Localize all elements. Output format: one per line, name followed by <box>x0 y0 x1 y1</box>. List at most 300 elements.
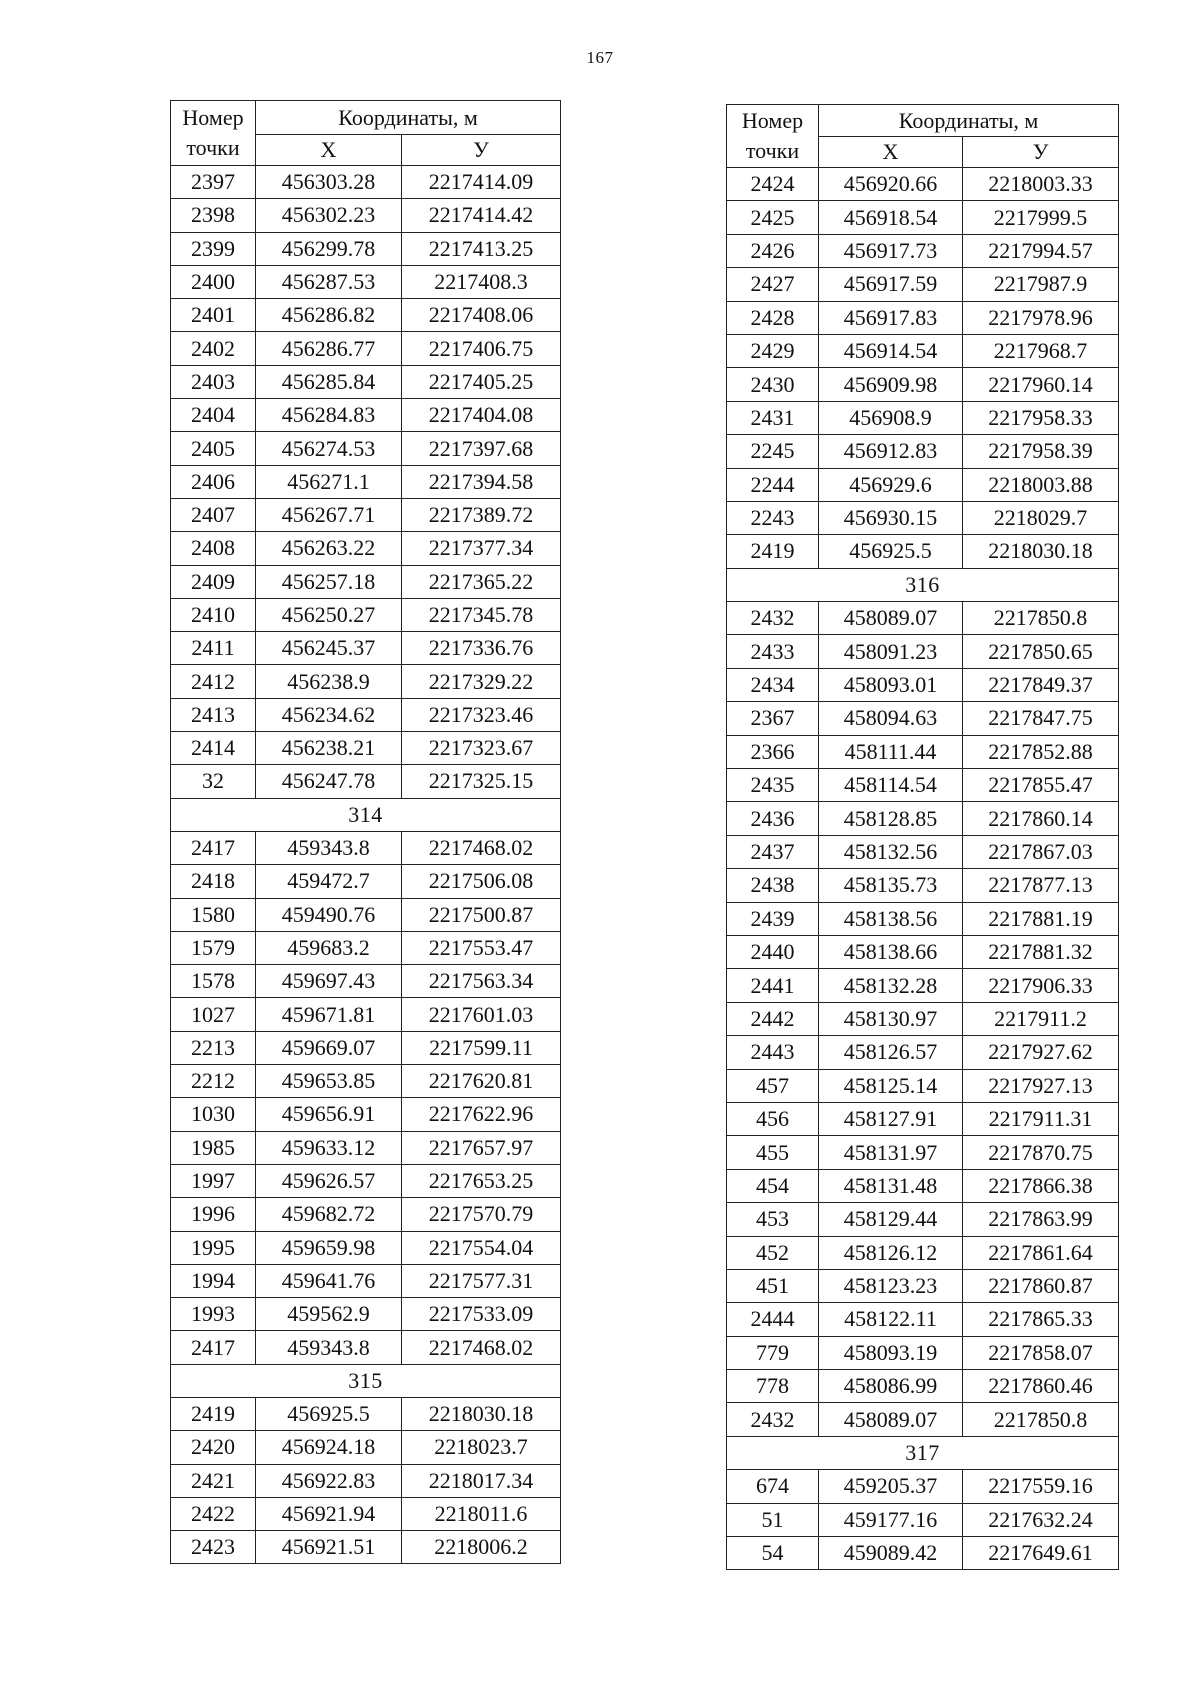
point-number-cell: 2410 <box>171 598 256 631</box>
y-coordinate-cell: 2217622.96 <box>402 1098 561 1131</box>
x-coordinate-cell: 456299.78 <box>256 232 402 265</box>
section-label: 314 <box>171 798 561 831</box>
point-number-cell: 2440 <box>727 935 819 968</box>
x-coordinate-cell: 456908.9 <box>819 401 963 434</box>
y-coordinate-cell: 2217911.31 <box>963 1102 1119 1135</box>
table-row <box>171 1264 561 1297</box>
table-row <box>171 1131 561 1164</box>
x-coordinate-cell: 456909.98 <box>819 368 963 401</box>
table-row <box>727 1370 1119 1403</box>
table-row <box>727 535 1119 568</box>
table-row <box>727 802 1119 835</box>
table-row <box>727 1169 1119 1202</box>
table-row <box>171 898 561 931</box>
y-coordinate-cell: 2217506.08 <box>402 865 561 898</box>
y-coordinate-cell: 2217861.64 <box>963 1236 1119 1269</box>
y-coordinate-cell: 2217408.3 <box>402 265 561 298</box>
table-row <box>727 501 1119 534</box>
point-number-cell: 2423 <box>171 1531 256 1564</box>
point-number-cell: 54 <box>727 1537 819 1570</box>
y-coordinate-cell: 2217865.33 <box>963 1303 1119 1336</box>
x-coordinate-cell: 459343.8 <box>256 831 402 864</box>
point-number-cell: 2397 <box>171 166 256 199</box>
x-coordinate-cell: 456287.53 <box>256 265 402 298</box>
table-row <box>171 1164 561 1197</box>
table-row <box>171 332 561 365</box>
table-row <box>727 401 1119 434</box>
y-coordinate-cell: 2217881.32 <box>963 935 1119 968</box>
x-coordinate-cell: 456247.78 <box>256 765 402 798</box>
coordinates-header: Координаты, м <box>256 101 561 135</box>
x-coordinate-cell: 456921.94 <box>256 1497 402 1530</box>
x-coordinate-cell: 459562.9 <box>256 1298 402 1331</box>
y-coordinate-cell: 2217927.62 <box>963 1036 1119 1069</box>
y-coordinate-cell: 2217468.02 <box>402 831 561 864</box>
table-row <box>727 902 1119 935</box>
x-coordinate-cell: 458138.56 <box>819 902 963 935</box>
point-number-header: Номер точки <box>727 105 819 168</box>
table-row <box>727 334 1119 367</box>
x-coordinate-cell: 458132.28 <box>819 969 963 1002</box>
y-coordinate-cell: 2217601.03 <box>402 998 561 1031</box>
x-coordinate-cell: 459089.42 <box>819 1537 963 1570</box>
point-number-cell: 51 <box>727 1503 819 1536</box>
table-row <box>727 368 1119 401</box>
y-coordinate-cell: 2217858.07 <box>963 1336 1119 1369</box>
y-coordinate-cell: 2218017.34 <box>402 1464 561 1497</box>
point-number-cell: 2431 <box>727 401 819 434</box>
y-coordinate-cell: 2217554.04 <box>402 1231 561 1264</box>
table-row <box>727 635 1119 668</box>
y-coordinate-cell: 2217323.46 <box>402 698 561 731</box>
point-number-header: Номер точки <box>171 101 256 166</box>
x-coordinate-cell: 456238.21 <box>256 732 402 765</box>
table-row <box>727 1203 1119 1236</box>
table-row <box>171 931 561 964</box>
point-number-cell: 2408 <box>171 532 256 565</box>
coordinates-table-left <box>170 100 561 1564</box>
x-coordinate-cell: 456921.51 <box>256 1531 402 1564</box>
x-coordinate-cell: 459472.7 <box>256 865 402 898</box>
point-number-cell: 2213 <box>171 1031 256 1064</box>
x-coordinate-cell: 459669.07 <box>256 1031 402 1064</box>
table-row <box>727 234 1119 267</box>
table-row <box>171 432 561 465</box>
table-row <box>727 1102 1119 1135</box>
x-coordinate-cell: 458114.54 <box>819 769 963 802</box>
page-number: 167 <box>586 48 614 67</box>
y-coordinate-cell: 2217870.75 <box>963 1136 1119 1169</box>
table-row <box>727 1136 1119 1169</box>
table-row <box>727 1470 1119 1503</box>
table-row <box>727 668 1119 701</box>
point-number-cell: 2399 <box>171 232 256 265</box>
point-number-cell: 2401 <box>171 299 256 332</box>
section-row <box>727 1436 1119 1469</box>
point-number-cell: 2403 <box>171 365 256 398</box>
point-number-cell: 452 <box>727 1236 819 1269</box>
table-row <box>171 965 561 998</box>
point-number-cell: 2421 <box>171 1464 256 1497</box>
point-number-cell: 2417 <box>171 831 256 864</box>
point-number-cell: 453 <box>727 1203 819 1236</box>
x-coordinate-cell: 458131.48 <box>819 1169 963 1202</box>
y-coordinate-cell: 2217345.78 <box>402 598 561 631</box>
table-row <box>727 1403 1119 1436</box>
x-coordinate-cell: 459626.57 <box>256 1164 402 1197</box>
y-coordinate-cell: 2217649.61 <box>963 1537 1119 1570</box>
x-coordinate-cell: 456267.71 <box>256 498 402 531</box>
y-coordinate-cell: 2217533.09 <box>402 1298 561 1331</box>
section-label: 316 <box>727 568 1119 601</box>
table-row <box>171 365 561 398</box>
table-row <box>727 602 1119 635</box>
table-row <box>727 969 1119 1002</box>
y-coordinate-cell: 2217563.34 <box>402 965 561 998</box>
x-coordinate-cell: 459697.43 <box>256 965 402 998</box>
table-row <box>171 1031 561 1064</box>
point-number-cell: 456 <box>727 1102 819 1135</box>
x-coordinate-cell: 459343.8 <box>256 1331 402 1364</box>
x-coordinate-cell: 459683.2 <box>256 931 402 964</box>
point-number-cell: 2425 <box>727 201 819 234</box>
y-coordinate-cell: 2217927.13 <box>963 1069 1119 1102</box>
table-row <box>171 1397 561 1430</box>
x-coordinate-cell: 456250.27 <box>256 598 402 631</box>
x-coordinate-cell: 458111.44 <box>819 735 963 768</box>
table-row <box>171 1431 561 1464</box>
point-number-cell: 2427 <box>727 268 819 301</box>
x-coordinate-cell: 459653.85 <box>256 1065 402 1098</box>
table-row <box>171 498 561 531</box>
x-coordinate-cell: 459656.91 <box>256 1098 402 1131</box>
point-number-cell: 2424 <box>727 168 819 201</box>
x-coordinate-cell: 456257.18 <box>256 565 402 598</box>
point-number-cell: 1030 <box>171 1098 256 1131</box>
point-number-cell: 1580 <box>171 898 256 931</box>
x-coordinate-cell: 456912.83 <box>819 435 963 468</box>
x-coordinate-cell: 456917.59 <box>819 268 963 301</box>
coordinates-header: Координаты, м <box>819 105 1119 137</box>
x-coordinate-cell: 459671.81 <box>256 998 402 1031</box>
x-coordinate-cell: 458086.99 <box>819 1370 963 1403</box>
x-coordinate-cell: 456924.18 <box>256 1431 402 1464</box>
table-row <box>171 465 561 498</box>
table-row <box>727 869 1119 902</box>
y-coordinate-cell: 2217987.9 <box>963 268 1119 301</box>
x-column-header: X <box>819 137 963 168</box>
x-coordinate-cell: 458126.57 <box>819 1036 963 1069</box>
point-number-cell: 2398 <box>171 199 256 232</box>
x-coordinate-cell: 456929.6 <box>819 468 963 501</box>
point-number-cell: 2412 <box>171 665 256 698</box>
x-coordinate-cell: 456925.5 <box>256 1397 402 1430</box>
table-row <box>727 702 1119 735</box>
point-number-cell: 2400 <box>171 265 256 298</box>
y-coordinate-cell: 2217968.7 <box>963 334 1119 367</box>
section-label: 315 <box>171 1364 561 1397</box>
point-number-cell: 1994 <box>171 1264 256 1297</box>
table-row <box>727 201 1119 234</box>
y-coordinate-cell: 2218030.18 <box>963 535 1119 568</box>
x-coordinate-cell: 459490.76 <box>256 898 402 931</box>
y-coordinate-cell: 2217413.25 <box>402 232 561 265</box>
table-row <box>171 199 561 232</box>
y-coordinate-cell: 2217414.42 <box>402 199 561 232</box>
table-row <box>171 265 561 298</box>
x-coordinate-cell: 456274.53 <box>256 432 402 465</box>
point-number-cell: 2432 <box>727 602 819 635</box>
point-number-cell: 2438 <box>727 869 819 902</box>
y-coordinate-cell: 2217389.72 <box>402 498 561 531</box>
table-row <box>727 1303 1119 1336</box>
point-number-cell: 2244 <box>727 468 819 501</box>
y-coordinate-cell: 2218011.6 <box>402 1497 561 1530</box>
x-coordinate-cell: 458130.97 <box>819 1002 963 1035</box>
y-coordinate-cell: 2217553.47 <box>402 931 561 964</box>
y-coordinate-cell: 2217377.34 <box>402 532 561 565</box>
x-coordinate-cell: 456285.84 <box>256 365 402 398</box>
point-number-cell: 2402 <box>171 332 256 365</box>
table-row <box>171 1065 561 1098</box>
x-coordinate-cell: 458126.12 <box>819 1236 963 1269</box>
point-number-cell: 1579 <box>171 931 256 964</box>
y-coordinate-cell: 2217397.68 <box>402 432 561 465</box>
point-number-cell: 674 <box>727 1470 819 1503</box>
point-number-cell: 2426 <box>727 234 819 267</box>
table-row <box>171 1198 561 1231</box>
point-number-cell: 2437 <box>727 835 819 868</box>
table-row <box>727 1269 1119 1302</box>
section-row <box>171 798 561 831</box>
point-number-cell: 2442 <box>727 1002 819 1035</box>
point-number-cell: 2419 <box>171 1397 256 1430</box>
y-coordinate-cell: 2217394.58 <box>402 465 561 498</box>
y-coordinate-cell: 2217958.39 <box>963 435 1119 468</box>
table-row <box>727 1236 1119 1269</box>
point-number-cell: 2434 <box>727 668 819 701</box>
table-row <box>171 1497 561 1530</box>
x-coordinate-cell: 459641.76 <box>256 1264 402 1297</box>
table-row <box>171 1098 561 1131</box>
section-row <box>171 1364 561 1397</box>
coordinates-table-right <box>726 104 1119 1570</box>
x-coordinate-cell: 458132.56 <box>819 835 963 868</box>
y-coordinate-cell: 2217500.87 <box>402 898 561 931</box>
point-number-cell: 2433 <box>727 635 819 668</box>
table-row <box>171 232 561 265</box>
x-coordinate-cell: 456917.83 <box>819 301 963 334</box>
table-row <box>171 831 561 864</box>
point-number-cell: 2422 <box>171 1497 256 1530</box>
table-row <box>727 1036 1119 1069</box>
table-row <box>171 598 561 631</box>
y-coordinate-cell: 2217599.11 <box>402 1031 561 1064</box>
y-coordinate-cell: 2217559.16 <box>963 1470 1119 1503</box>
point-number-cell: 2439 <box>727 902 819 935</box>
point-number-cell: 2366 <box>727 735 819 768</box>
y-coordinate-cell: 2217405.25 <box>402 365 561 398</box>
y-coordinate-cell: 2217978.96 <box>963 301 1119 334</box>
point-number-cell: 454 <box>727 1169 819 1202</box>
table-row <box>171 1231 561 1264</box>
table-row <box>171 765 561 798</box>
point-number-cell: 2443 <box>727 1036 819 1069</box>
table-row <box>727 735 1119 768</box>
x-coordinate-cell: 458091.23 <box>819 635 963 668</box>
table-row <box>727 1537 1119 1570</box>
x-coordinate-cell: 456286.82 <box>256 299 402 332</box>
x-coordinate-cell: 456234.62 <box>256 698 402 731</box>
table-row <box>171 632 561 665</box>
table-row <box>727 1002 1119 1035</box>
x-coordinate-cell: 458123.23 <box>819 1269 963 1302</box>
point-number-cell: 2429 <box>727 334 819 367</box>
y-coordinate-cell: 2217653.25 <box>402 1164 561 1197</box>
table-row <box>727 268 1119 301</box>
point-number-cell: 32 <box>171 765 256 798</box>
y-coordinate-cell: 2217570.79 <box>402 1198 561 1231</box>
table-row <box>171 532 561 565</box>
table-row <box>727 468 1119 501</box>
x-coordinate-cell: 456245.37 <box>256 632 402 665</box>
x-coordinate-cell: 459682.72 <box>256 1198 402 1231</box>
y-column-header: У <box>402 135 561 166</box>
point-number-cell: 2430 <box>727 368 819 401</box>
point-number-cell: 1027 <box>171 998 256 1031</box>
point-number-cell: 2417 <box>171 1331 256 1364</box>
y-coordinate-cell: 2217877.13 <box>963 869 1119 902</box>
x-coordinate-cell: 458129.44 <box>819 1203 963 1236</box>
x-coordinate-cell: 458131.97 <box>819 1136 963 1169</box>
table-row <box>171 665 561 698</box>
point-number-cell: 2405 <box>171 432 256 465</box>
x-coordinate-cell: 458122.11 <box>819 1303 963 1336</box>
y-coordinate-cell: 2217404.08 <box>402 399 561 432</box>
y-coordinate-cell: 2217866.38 <box>963 1169 1119 1202</box>
x-coordinate-cell: 456302.23 <box>256 199 402 232</box>
x-coordinate-cell: 456922.83 <box>256 1464 402 1497</box>
point-number-cell: 778 <box>727 1370 819 1403</box>
y-coordinate-cell: 2217406.75 <box>402 332 561 365</box>
table-row <box>727 769 1119 802</box>
table-row <box>727 835 1119 868</box>
x-coordinate-cell: 459659.98 <box>256 1231 402 1264</box>
table-row <box>171 698 561 731</box>
point-number-cell: 457 <box>727 1069 819 1102</box>
table-row <box>171 299 561 332</box>
y-column-header: У <box>963 137 1119 168</box>
point-number-cell: 1985 <box>171 1131 256 1164</box>
table-row <box>171 865 561 898</box>
point-number-cell: 451 <box>727 1269 819 1302</box>
y-coordinate-cell: 2217906.33 <box>963 969 1119 1002</box>
y-coordinate-cell: 2217881.19 <box>963 902 1119 935</box>
section-label: 317 <box>727 1436 1119 1469</box>
table-row <box>727 1503 1119 1536</box>
point-number-cell: 1995 <box>171 1231 256 1264</box>
x-coordinate-cell: 456917.73 <box>819 234 963 267</box>
point-number-cell: 2419 <box>727 535 819 568</box>
x-coordinate-cell: 456303.28 <box>256 166 402 199</box>
y-coordinate-cell: 2217577.31 <box>402 1264 561 1297</box>
table-row <box>171 166 561 199</box>
x-coordinate-cell: 458094.63 <box>819 702 963 735</box>
y-coordinate-cell: 2217365.22 <box>402 565 561 598</box>
table-row <box>171 998 561 1031</box>
y-coordinate-cell: 2217468.02 <box>402 1331 561 1364</box>
x-coordinate-cell: 458089.07 <box>819 1403 963 1436</box>
point-number-cell: 1578 <box>171 965 256 998</box>
point-number-cell: 2428 <box>727 301 819 334</box>
table-row <box>171 732 561 765</box>
x-coordinate-cell: 458138.66 <box>819 935 963 968</box>
point-number-cell: 455 <box>727 1136 819 1169</box>
point-number-cell: 1993 <box>171 1298 256 1331</box>
y-coordinate-cell: 2217323.67 <box>402 732 561 765</box>
y-coordinate-cell: 2218030.18 <box>402 1397 561 1430</box>
y-coordinate-cell: 2217863.99 <box>963 1203 1119 1236</box>
x-coordinate-cell: 456238.9 <box>256 665 402 698</box>
y-coordinate-cell: 2217860.87 <box>963 1269 1119 1302</box>
point-number-cell: 2212 <box>171 1065 256 1098</box>
x-coordinate-cell: 458125.14 <box>819 1069 963 1102</box>
x-coordinate-cell: 458093.01 <box>819 668 963 701</box>
y-coordinate-cell: 2217849.37 <box>963 668 1119 701</box>
x-coordinate-cell: 456263.22 <box>256 532 402 565</box>
y-coordinate-cell: 2218006.2 <box>402 1531 561 1564</box>
table-row <box>727 1069 1119 1102</box>
point-number-cell: 2441 <box>727 969 819 1002</box>
x-coordinate-cell: 456284.83 <box>256 399 402 432</box>
point-number-cell: 2409 <box>171 565 256 598</box>
y-coordinate-cell: 2217850.8 <box>963 1403 1119 1436</box>
y-coordinate-cell: 2217632.24 <box>963 1503 1119 1536</box>
y-coordinate-cell: 2217657.97 <box>402 1131 561 1164</box>
x-coordinate-cell: 459177.16 <box>819 1503 963 1536</box>
point-number-cell: 2243 <box>727 501 819 534</box>
y-coordinate-cell: 2218029.7 <box>963 501 1119 534</box>
point-number-cell: 779 <box>727 1336 819 1369</box>
y-coordinate-cell: 2217960.14 <box>963 368 1119 401</box>
y-coordinate-cell: 2217999.5 <box>963 201 1119 234</box>
section-row <box>727 568 1119 601</box>
x-coordinate-cell: 456286.77 <box>256 332 402 365</box>
x-column-header: X <box>256 135 402 166</box>
y-coordinate-cell: 2217620.81 <box>402 1065 561 1098</box>
table-row <box>171 565 561 598</box>
x-coordinate-cell: 456914.54 <box>819 334 963 367</box>
point-number-cell: 2432 <box>727 1403 819 1436</box>
y-coordinate-cell: 2217408.06 <box>402 299 561 332</box>
point-number-cell: 2444 <box>727 1303 819 1336</box>
table-row <box>727 168 1119 201</box>
x-coordinate-cell: 456920.66 <box>819 168 963 201</box>
y-coordinate-cell: 2217329.22 <box>402 665 561 698</box>
y-coordinate-cell: 2217994.57 <box>963 234 1119 267</box>
x-coordinate-cell: 459633.12 <box>256 1131 402 1164</box>
y-coordinate-cell: 2217850.8 <box>963 602 1119 635</box>
y-coordinate-cell: 2218003.88 <box>963 468 1119 501</box>
point-number-cell: 2411 <box>171 632 256 665</box>
x-coordinate-cell: 456925.5 <box>819 535 963 568</box>
y-coordinate-cell: 2218023.7 <box>402 1431 561 1464</box>
x-coordinate-cell: 458089.07 <box>819 602 963 635</box>
point-number-cell: 2406 <box>171 465 256 498</box>
y-coordinate-cell: 2217855.47 <box>963 769 1119 802</box>
x-coordinate-cell: 456918.54 <box>819 201 963 234</box>
point-number-cell: 2420 <box>171 1431 256 1464</box>
